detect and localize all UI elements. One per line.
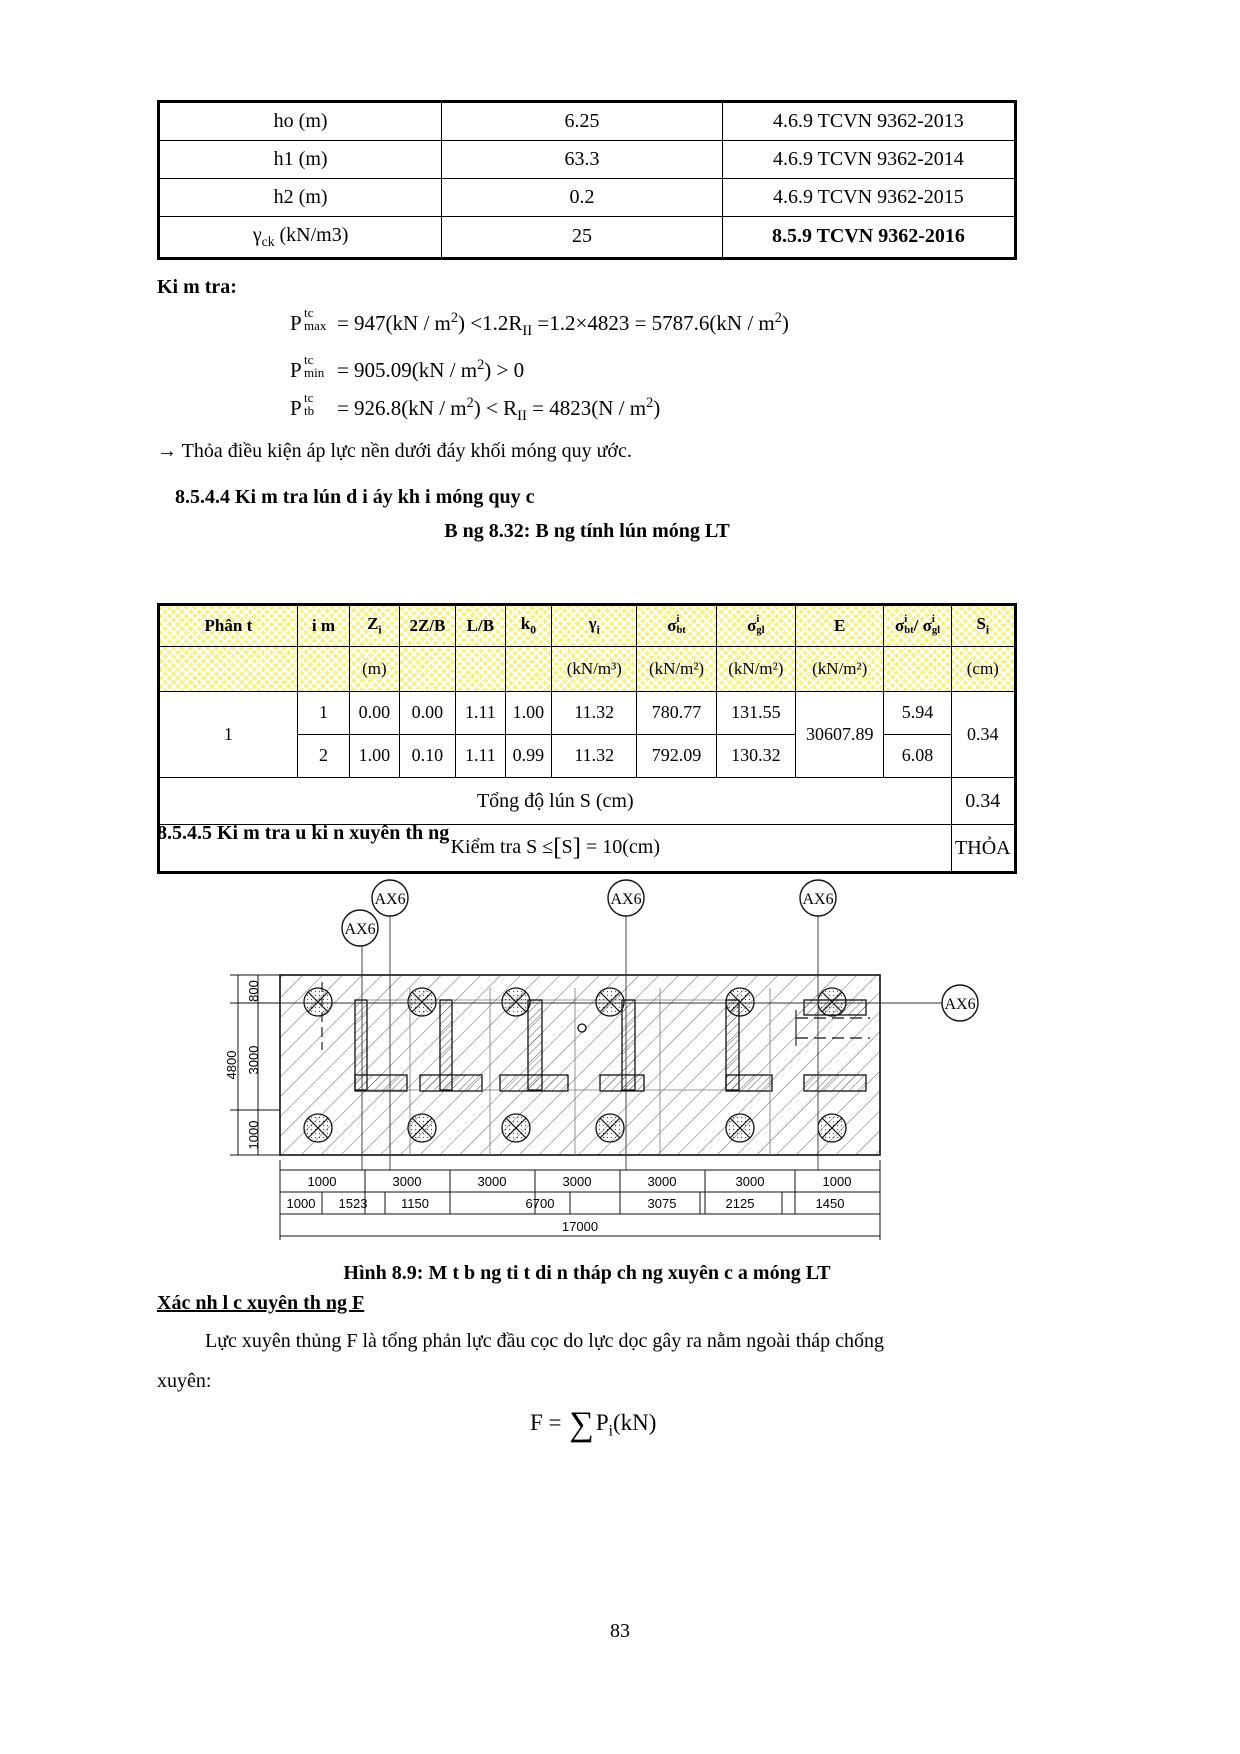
sigma-gl-cell: 131.55	[716, 692, 795, 735]
col-header-gamma-i: $\gamma_i$	[552, 605, 637, 647]
reference-cell: 4.6.9 TCVN 9362-2014	[722, 141, 1015, 179]
page-number: 83	[610, 1620, 630, 1642]
reference-cell: 4.6.9 TCVN 9362-2013	[722, 102, 1015, 141]
axis-label-4: AX6	[802, 891, 834, 908]
total-label-cell: Tổng độ lún S (cm)	[159, 778, 952, 825]
col-header-sigma-gl: σ i gl	[716, 605, 795, 647]
si-cell: 0.34	[951, 692, 1015, 778]
hdim-row2	[287, 1196, 845, 1211]
conclusion-line	[157, 440, 632, 463]
check-heading: Ki m tra:	[157, 276, 237, 298]
reference-cell: 4.6.9 TCVN 9362-2015	[722, 179, 1015, 217]
check-label-post: = 10(cm)	[585, 836, 661, 859]
conclusion-text: Thỏa điều kiện áp lực nền dưới đáy khối móng quy ước.	[181, 440, 632, 462]
zi-cell: 0.00	[350, 692, 400, 735]
gamma-cell: 11.32	[552, 692, 637, 735]
param-cell: h1 (m)	[159, 141, 442, 179]
sigma-bt-cell: 780.77	[637, 692, 716, 735]
formula-pmin: P tc min = $905.09(kN / m^2) > 0$	[290, 352, 525, 382]
group-label-cell: 1	[159, 692, 298, 778]
unit-cell: (kN/m²)	[637, 647, 716, 692]
table-row	[159, 217, 1016, 259]
table-row	[159, 692, 1016, 735]
final-formula	[530, 1405, 656, 1444]
hdim2-5: 2125	[725, 1196, 755, 1211]
unit-cell	[884, 647, 951, 692]
check-label-cell: Kiểm tra S ≤[S] = 10(cm)	[159, 825, 952, 873]
col-header-ratio: σ i bt / σ i gl	[884, 605, 951, 647]
ratio-cell: 6.08	[884, 735, 951, 778]
axis-label-1: AX6	[374, 891, 406, 908]
sigma-bt-cell: 792.09	[637, 735, 716, 778]
lb-cell: 1.11	[456, 692, 505, 735]
hdim2-6: 1450	[815, 1196, 845, 1211]
col-header-2zb: 2Z/B	[399, 605, 456, 647]
figure-caption: Hình 8.9: M t b ng ti t di n tháp ch ng xuyên c a móng LT	[343, 1262, 831, 1284]
col-header-e: E	[795, 605, 883, 647]
final-formula-unit: (kN)	[613, 1410, 657, 1435]
hdim-total-17000: 17000	[561, 1219, 599, 1234]
final-formula-lhs: F =	[530, 1410, 562, 1435]
unit-cell	[505, 647, 552, 692]
hdim1-1: 3000	[392, 1174, 422, 1189]
section-heading-8544: 8.5.4.4 Ki m tra lún d i áy kh i móng quy c	[175, 486, 535, 508]
table-units-row	[159, 647, 1016, 692]
table-header-row	[159, 605, 1016, 647]
param-cell-gamma: $\gamma_{ck}$ (kN/m3)	[159, 217, 442, 259]
table-row	[159, 102, 1016, 141]
hdim1-0: 1000	[307, 1174, 337, 1189]
body-paragraph-line2: xuyên:	[157, 1370, 212, 1392]
hdim2-0: 1000	[286, 1196, 316, 1211]
check-label-brk: S	[561, 836, 573, 859]
sum-icon: ∑	[569, 1405, 594, 1443]
body-paragraph-line1: Lực xuyên thủng F là tổng phản lực đầu cọc do lực dọc gây ra nằm ngoài tháp chống	[205, 1330, 885, 1352]
axis-label-5: AX6	[944, 996, 976, 1013]
hdim2-2: 1150	[401, 1196, 429, 1211]
table32-title: B ng 8.32: B ng tính lún móng LT	[444, 520, 730, 542]
k0-cell: 0.99	[505, 735, 552, 778]
e-cell: 30607.89	[795, 692, 883, 778]
col-header-lb: L/B	[456, 605, 505, 647]
xac-dinh-heading: Xác nh l c xuyên th ng F	[157, 1292, 365, 1314]
value-cell: 0.2	[442, 179, 723, 217]
unit-cell: (kN/m²)	[795, 647, 883, 692]
col-header-si: $S_i$	[951, 605, 1015, 647]
point-index-cell: 2	[297, 735, 349, 778]
value-cell: 25	[442, 217, 723, 259]
vdim-3000: 3000	[246, 1045, 261, 1075]
unit-cell	[159, 647, 298, 692]
lb-cell: 1.11	[456, 735, 505, 778]
unit-cell: (kN/m²)	[716, 647, 795, 692]
param-cell: h2 (m)	[159, 179, 442, 217]
zi-cell: 1.00	[350, 735, 400, 778]
arrow-icon: →	[157, 440, 177, 462]
check-label-pre: Kiểm tra S ≤	[450, 836, 554, 859]
foundation-plan-drawing	[170, 870, 1050, 1270]
parameters-table	[157, 100, 1017, 260]
slab-outline	[280, 975, 880, 1155]
table-row	[159, 179, 1016, 217]
vdim-total-4800: 4800	[224, 1050, 239, 1080]
drawing-svg	[170, 870, 1050, 1270]
value-cell: 63.3	[442, 141, 723, 179]
check-value-cell: THỎA	[951, 825, 1015, 873]
param-cell: ho (m)	[159, 102, 442, 141]
point-index-cell: 1	[297, 692, 349, 735]
hdim2-4: 3075	[647, 1196, 677, 1211]
gamma-cell: 11.32	[552, 735, 637, 778]
2zb-cell: 0.00	[399, 692, 456, 735]
total-value-cell: 0.34	[951, 778, 1015, 825]
hdim1-5: 3000	[735, 1174, 765, 1189]
final-formula-sub: i	[608, 1422, 614, 1440]
value-cell: 6.25	[442, 102, 723, 141]
hdim1-4: 3000	[647, 1174, 677, 1189]
unit-cell: (m)	[350, 647, 400, 692]
table-total-row	[159, 778, 1016, 825]
vdim-800: 800	[246, 980, 261, 1002]
hdim2-1: 1523	[338, 1196, 368, 1211]
2zb-cell: 0.10	[399, 735, 456, 778]
section-heading-8545: 8.5.4.5 Ki m tra u ki n xuyên th ng	[157, 822, 450, 844]
unit-cell	[456, 647, 505, 692]
sigma-gl-cell: 130.32	[716, 735, 795, 778]
ratio-cell: 5.94	[884, 692, 951, 735]
axis-label-2: AX6	[344, 921, 376, 938]
table-row	[159, 141, 1016, 179]
reference-cell: 8.5.9 TCVN 9362-2016	[722, 217, 1015, 259]
hdim1-3: 3000	[562, 1174, 592, 1189]
unit-cell: (kN/m³)	[552, 647, 637, 692]
unit-cell: (cm)	[951, 647, 1015, 692]
col-header-k0: $k_0$	[505, 605, 552, 647]
col-header-sigma-bt: σ i bt	[637, 605, 716, 647]
formula-ptb: P tc tb = $926.8(kN / m^2) < R_{II} = 4823(N / m^2)$	[290, 390, 661, 425]
formula-pmax: P tc max = $947(kN / m^2) <1.2R_{II} =1.2\times 4823 = 5787.6(kN / m^2)$	[290, 305, 789, 340]
vdim-1000: 1000	[246, 1120, 261, 1150]
hdim1-6: 1000	[822, 1174, 852, 1189]
hdim1-2: 3000	[477, 1174, 507, 1189]
k0-cell: 1.00	[505, 692, 552, 735]
unit-cell	[297, 647, 349, 692]
col-header-phan-to: Phân t	[159, 605, 298, 647]
col-header-zi: $Z_i$	[350, 605, 400, 647]
col-header-diem: i m	[297, 605, 349, 647]
hdim-row1	[308, 1174, 852, 1189]
final-formula-p: P	[595, 1410, 609, 1435]
axis-label-3: AX6	[610, 891, 642, 908]
hdim2-3: 6700	[525, 1196, 555, 1211]
unit-cell	[399, 647, 456, 692]
